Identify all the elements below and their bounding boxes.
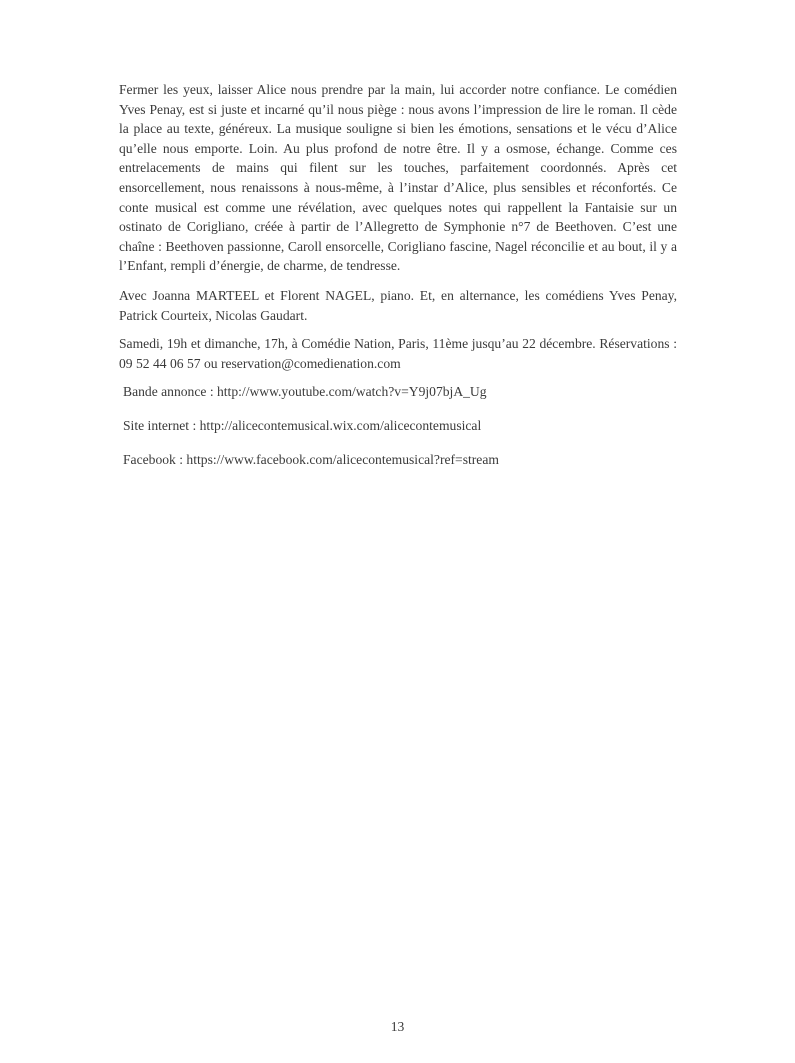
schedule-paragraph: Samedi, 19h et dimanche, 17h, à Comédie Nation, Paris, 11ème jusqu’au 22 décembre. Réservations : 09 52 44 06 57 ou reservation@comedienation.com bbox=[119, 336, 677, 371]
trailer-link-line[interactable]: Bande annonce : http://www.youtube.com/watch?v=Y9j07bjA_Ug bbox=[123, 384, 487, 400]
document-page bbox=[119, 80, 677, 483]
facebook-link-line[interactable]: Facebook : https://www.facebook.com/alicecontemusical?ref=stream bbox=[123, 451, 499, 467]
review-paragraph: Fermer les yeux, laisser Alice nous prendre par la main, lui accorder notre confiance. Le comédien Yves Penay, est si juste et incarné qu’il nous piège : nous avons l’impression de lire le roman. Il cède la place au texte, généreux. La musique souligne si bien les émotions, sensations et le vécu d’Alice qu’elle nous emporte. Loin. Au plus profond de notre être. Il y a osmose, échange. Comme ces entrelacements de mains qui filent sur les touches, parfaitement coordonnés. Après cet ensorcellement, nous renaissons à nous-même, à l’instar d’Alice, plus sensibles et réconfortés. Ce conte musical est comme une révélation, avec quelques notes qui rappellent la Fantaisie sur un ostinato de Corigliano, créée à partir de l’Allegretto de Symphonie n°7 de Beethoven. C’est une chaîne : Beethoven passionne, Caroll ensorcelle, Corigliano fascine, Nagel réconcilie et au bout, il y a l’Enfant, rempli d’énergie, de charme, de tendresse. bbox=[119, 82, 677, 274]
cast-paragraph: Avec Joanna MARTEEL et Florent NAGEL, piano. Et, en alternance, les comédiens Yves Penay, Patrick Courteix, Nicolas Gaudart. bbox=[119, 287, 677, 323]
page-number: 13 bbox=[390, 1019, 405, 1034]
website-link-line[interactable]: Site internet : http://alicecontemusical.wix.com/alicecontemusical bbox=[123, 417, 482, 433]
